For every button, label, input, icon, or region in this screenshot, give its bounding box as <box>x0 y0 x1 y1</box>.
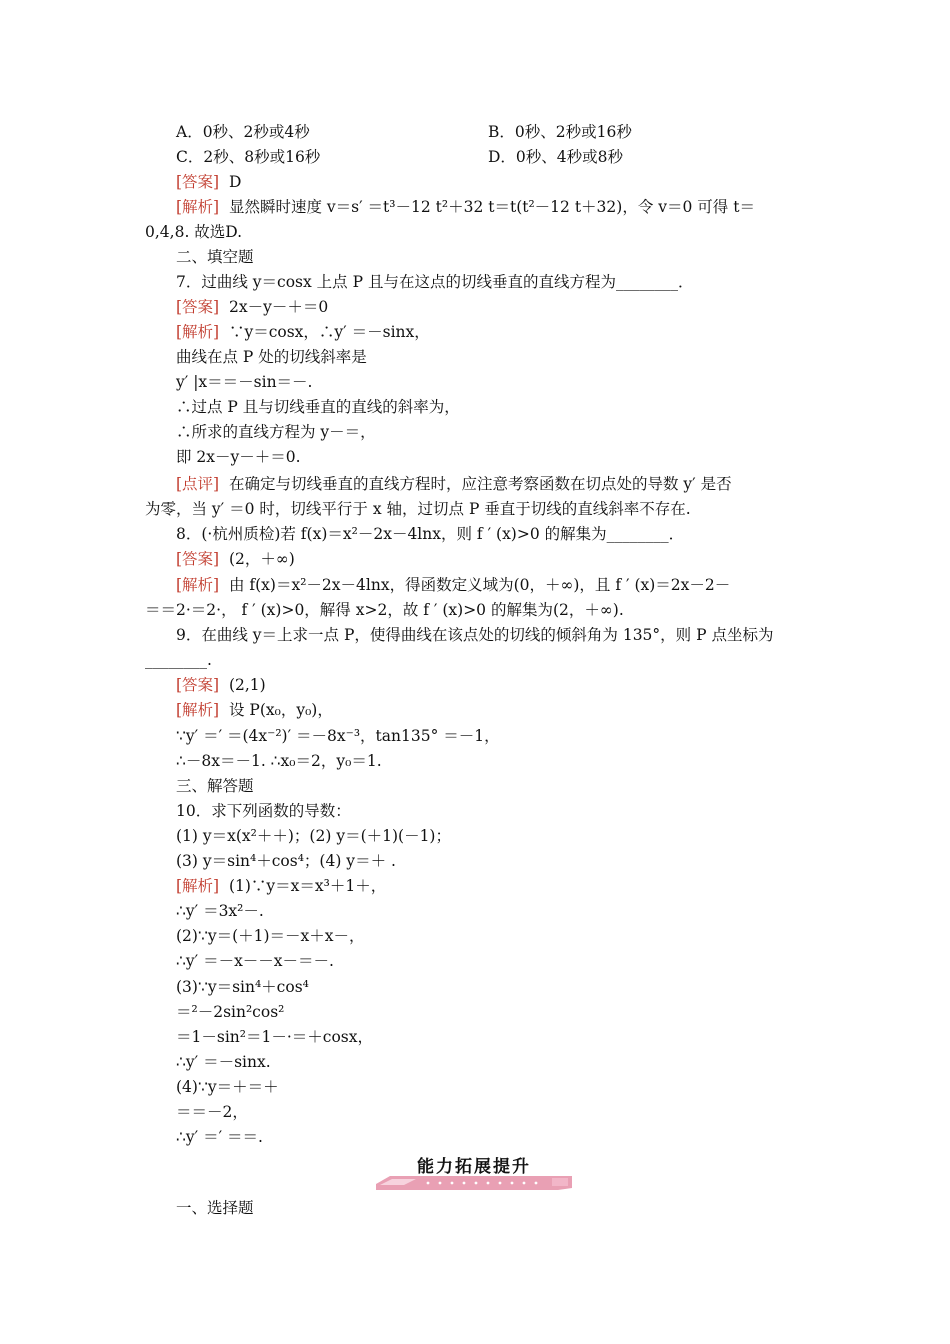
answer-text: (2,1) <box>219 676 266 694</box>
section-heading-fill-blank: 二、填空题 <box>176 248 254 266</box>
banner-title: 能力拓展提升 <box>417 1157 531 1177</box>
q10-parts-1: (1) y＝x(x²＋＋)；(2) y＝(＋1)(－1)； <box>176 827 451 845</box>
q8-answer <box>176 549 295 571</box>
q10-line: ＝＝－2， <box>176 1103 248 1121</box>
analysis-tag: [解析] <box>176 701 220 719</box>
q7-line: ∴所求的直线方程为 y－＝， <box>176 423 376 441</box>
q7-answer <box>176 297 328 319</box>
q9-line: ∵y′ ＝′ ＝(4x⁻²)′ ＝－8x⁻³，tan135° ＝－1， <box>176 727 500 745</box>
q10-line: ∴y′ ＝3x²－. <box>176 902 264 920</box>
q10-line: ＝²－2sin²cos² <box>176 1003 285 1021</box>
answer-tag: [答案] <box>176 676 220 694</box>
q7-comment-line-2: 为零，当 y′ ＝0 时，切线平行于 x 轴，过切点 P 垂直于切线的直线斜率不存在. <box>145 500 691 518</box>
answer-text: (2，＋∞) <box>219 550 295 568</box>
section-heading-solve: 三、解答题 <box>176 777 254 795</box>
option-a: A．0秒、2秒或4秒 <box>176 123 310 141</box>
analysis-text: 由 f(x)＝x²－2x－4lnx，得函数定义域为(0，＋∞)，且 f ′ (x)＝2x－2－ <box>219 576 731 594</box>
comment-tag: [点评] <box>176 475 220 493</box>
q9-line: ∴－8x＝－1. ∴x₀＝2，y₀＝1. <box>176 752 382 770</box>
q7-line: ∴过点 P 且与切线垂直的直线的斜率为， <box>176 398 460 416</box>
analysis-text: 设 P(x₀，y₀)， <box>219 701 333 719</box>
q7-line: 即 2x－y－＋＝0. <box>176 448 301 466</box>
comment-text: 在确定与切线垂直的直线方程时，应注意考察函数在切点处的导数 y′ 是否 <box>219 475 732 493</box>
q10-line: (4)∵y＝＋＝＋ <box>176 1078 279 1096</box>
q10-line: ∴y′ ＝－sinx. <box>176 1053 271 1071</box>
analysis-tag: [解析] <box>176 198 220 216</box>
q8-analysis-line-1 <box>176 575 730 597</box>
q8-analysis-line-2: ＝＝2·＝2·， f ′ (x)>0，解得 x>2，故 f ′ (x)>0 的解集为(2，＋∞). <box>145 601 624 619</box>
option-b: B．0秒、2秒或16秒 <box>488 123 632 141</box>
q10-parts-2: (3) y＝sin⁴＋cos⁴；(4) y＝＋ . <box>176 852 396 870</box>
q10-line: ＝1－sin²＝1－·＝＋cosx， <box>176 1028 373 1046</box>
analysis-text: (1)∵y＝x＝x³＋1＋， <box>219 877 387 895</box>
q7-stem: 7．过曲线 y＝cosx 上点 P 且与在这点的切线垂直的直线方程为________． <box>176 273 694 291</box>
q7-analysis <box>176 322 430 344</box>
q10-line: (2)∵y＝(＋1)＝－x＋x－， <box>176 927 365 945</box>
q7-comment-line-1 <box>176 474 732 496</box>
analysis-tag: [解析] <box>176 323 220 341</box>
q6-analysis-line-1 <box>176 197 755 219</box>
q9-stem-line-1: 9．在曲线 y＝上求一点 P，使得曲线在该点处的切线的倾斜角为 135°，则 P 点坐标为 <box>176 626 774 644</box>
q10-line: ∴y′ ＝′ ＝＝. <box>176 1128 263 1146</box>
option-d: D．0秒、4秒或8秒 <box>488 148 624 166</box>
q10-analysis <box>176 876 386 898</box>
section-banner <box>376 1156 572 1192</box>
q7-line: y′ |x＝＝－sin＝－. <box>176 373 313 391</box>
answer-text: 2x－y－＋＝0 <box>219 298 329 316</box>
q9-answer <box>176 675 266 697</box>
q10-line: ∴y′ ＝－x－－x－＝－. <box>176 952 334 970</box>
q9-analysis <box>176 700 333 722</box>
option-c: C．2秒、8秒或16秒 <box>176 148 321 166</box>
answer-tag: [答案] <box>176 550 220 568</box>
q9-stem-line-2: ________. <box>145 651 212 669</box>
analysis-text: ∵y＝cosx，∴y′ ＝－sinx， <box>219 323 430 341</box>
analysis-tag: [解析] <box>176 576 220 594</box>
analysis-tag: [解析] <box>176 877 220 895</box>
q8-stem: 8．(·杭州质检)若 f(x)＝x²－2x－4lnx，则 f ′ (x)>0 的解集为________． <box>176 525 685 543</box>
answer-text: D <box>219 173 242 191</box>
answer-tag: [答案] <box>176 173 220 191</box>
q6-analysis-line-2: 0,4,8. 故选D. <box>145 223 243 241</box>
section-heading-choice: 一、选择题 <box>176 1199 254 1217</box>
q10-stem: 10．求下列函数的导数： <box>176 802 351 820</box>
analysis-text: 显然瞬时速度 v＝s′ ＝t³－12 t²＋32 t＝t(t²－12 t＋32)，令 v＝0 可得 t＝ <box>219 198 755 216</box>
q7-line: 曲线在点 P 处的切线斜率是 <box>176 348 367 366</box>
q10-line: (3)∵y＝sin⁴＋cos⁴ <box>176 978 309 996</box>
q6-answer <box>176 172 241 194</box>
answer-tag: [答案] <box>176 298 220 316</box>
